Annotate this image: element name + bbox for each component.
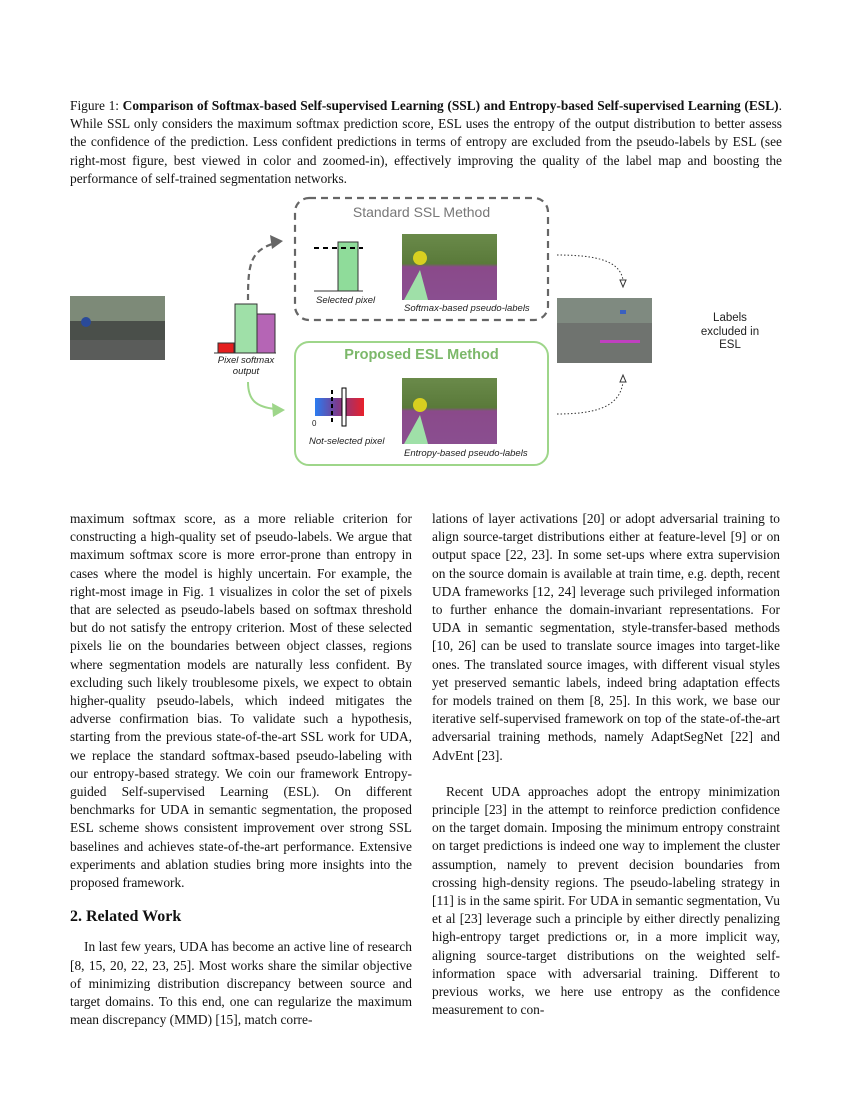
related-work-paragraph: In last few years, UDA has become an active line of research [8, 15, 20, 22, 23, 25]. Most works share the similar objective of minimizing distribution discrepancy between source and target domains. To this end, one can regularize the maximum mean discrepancy (MMD) [15], match corre- — [70, 939, 412, 1028]
related-work-paragraph-cont: lations of layer activations [20] or adopt adversarial training to align source-target distributions either at feature-level [9] or on output space [22, 23]. In some set-ups where extra supervision on the source domain is available at train time, e.g. depth, recent UDA frameworks [12, 24] leverage such privileged information to further enhance the domain-invariant representations. For UDA in semantic segmentation, style-transfer-based methods [10, 26] can be used to translate source images into target-like ones. The translated source images, with different visual styles yet preserved semantic labels, indeed bring adaptation effects for models trained on them [8, 25]. In this work, we base our iterative self-supervised framework on top of the state-of-the-art adversarial training methods, namely AdaptSegNet [22] and AdvEnt [23]. — [432, 511, 780, 763]
esl-title: Proposed ESL Method — [344, 347, 499, 363]
ssl-title: Standard SSL Method — [352, 204, 491, 220]
caption-prefix: Figure 1: — [70, 98, 123, 113]
caption-body: . While SSL only considers the maximum softmax prediction score, ESL uses the entropy of the output distribution to better assess the confidence of the prediction. Less confident predictions in terms of entropy are excluded from the pseudo-labels by ESL (see right-most figure, best viewed in color and zoomed-in), effectively improving the quality of the label map and boosting the performance of self-trained segmentation networks. — [70, 98, 782, 186]
entropy-paragraph: Recent UDA approaches adopt the entropy minimization principle [23] in the attempt to reinforce prediction confidence on the target domain. Imposing the minimum entropy constraint on target predictions is indeed one way to implement the cluster assumption, namely to prevent decision boundaries from crossing high-density regions. The pseudo-labeling strategy in [11] is in the same spirit. For UDA in semantic segmentation, Vu et al [23] leverage such a principle by either directly penalizing high-entropy target predictions or, in a more implicit way, aligning source-target distributions on the weighted self-information space with adversarial training. Different to previous works, we here use entropy as the confidence measurement to con- — [432, 783, 780, 1018]
softmax-bar-red — [218, 343, 234, 353]
entropy-zero-label: 0 — [312, 419, 317, 428]
left-column — [70, 510, 412, 1029]
excluded-labels-caption: Labels excluded in ESL — [700, 312, 760, 351]
softmax-labels-caption: Softmax-based pseudo-labels — [404, 303, 530, 314]
intro-paragraph: maximum softmax score, as a more reliable criterion for constructing a high-quality set of pseudo-labels. We argue that maximum softmax score is more error-prone than entropy in cases where the model is highly uncertain. For example, the right-most image in Fig. 1 visualizes in color the set of pixels that are selected as pseudo-labels based on softmax threshold but do not satisfy the entropy criterion. Most of these selected pixels lie on the boundaries between object classes, regions where segmentation models are naturally less confident. By excluding such likely troublesome pixels, we expect to obtain higher-quality pseudo-labels, which indeed mitigates the adverse confirmation bias. To validate such a hypothesis, starting from the previous state-of-the-art SSL work for UDA, we replace the standard softmax-based pseudo-labeling with our entropy-based strategy. We coin our framework Entropy-guided Self-supervised Learning (ESL). On different benchmarks for UDA in semantic segmentation, the proposed ESL scheme shows consistent improvement over strong SSL baselines and achieves state-of-the-art performance. Extensive experiments and ablation studies bring more insights into the proposed framework. — [70, 511, 412, 891]
caption-title: Comparison of Softmax-based Self-supervised Learning (SSL) and Entropy-based Self-supervised Learning (ESL) — [122, 98, 779, 113]
softmax-bar-purple — [257, 314, 275, 353]
right-column — [432, 510, 780, 1019]
not-selected-pixel-label: Not-selected pixel — [309, 436, 385, 447]
softmax-bar-green — [235, 304, 257, 353]
figure-1 — [0, 190, 850, 475]
figure-caption — [70, 97, 782, 188]
selected-pixel-label: Selected pixel — [316, 295, 376, 306]
section-heading: 2. Related Work — [70, 908, 182, 926]
entropy-labels-caption: Entropy-based pseudo-labels — [404, 448, 528, 459]
pixel-softmax-label: Pixel softmax output — [217, 355, 275, 377]
